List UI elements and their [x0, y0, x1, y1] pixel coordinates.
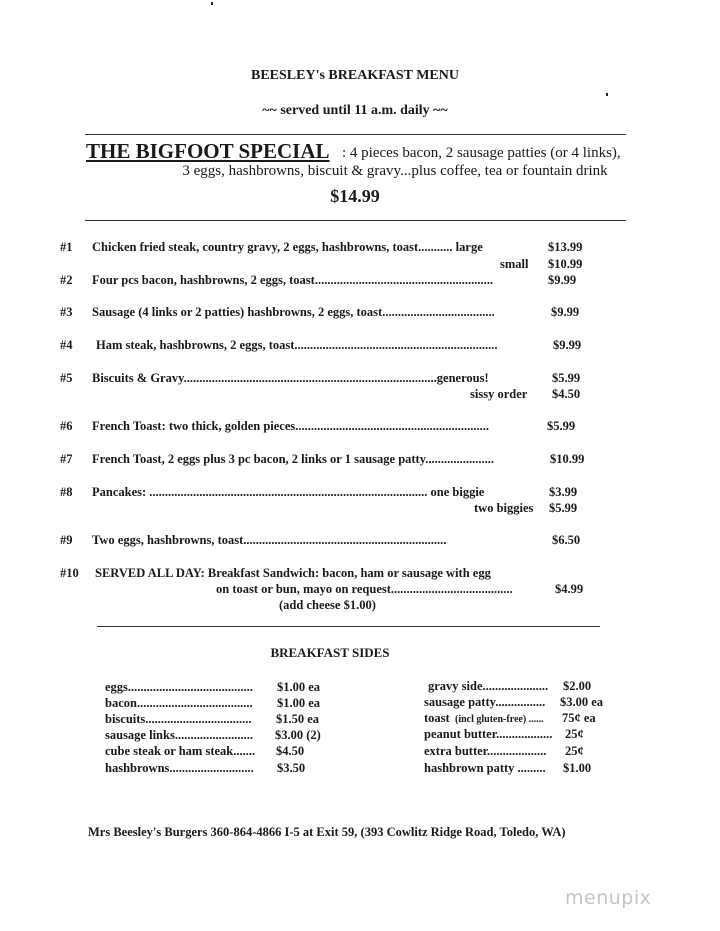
item-price: $10.99: [550, 452, 585, 466]
special-desc-line1: : 4 pieces bacon, 2 sausage patties (or 4 links),: [342, 145, 621, 161]
side-label: toast: [424, 711, 450, 725]
item-price: $9.99: [548, 273, 577, 287]
item-price: $4.99: [555, 582, 584, 596]
side-price: $3.00 (2): [275, 728, 321, 742]
watermark-logo: menupix: [565, 887, 652, 909]
item-desc-line2: on toast or bun, mayo on request.......................................: [216, 582, 513, 596]
side-label: bacon.....................................: [105, 696, 253, 710]
item-note: (add cheese $1.00): [279, 598, 376, 612]
item-price-small: $10.99: [548, 257, 583, 271]
side-price: $1.00 ea: [277, 680, 321, 694]
special-price: $14.99: [330, 186, 380, 206]
item-desc: Two eggs, hashbrowns, toast.................................................................: [92, 533, 447, 547]
item-size: two biggies: [474, 501, 534, 515]
speck-mark: [606, 93, 608, 96]
side-price: $1.00: [563, 761, 592, 775]
item-price: $6.50: [552, 533, 581, 547]
sides-heading: BREAKFAST SIDES: [270, 645, 390, 660]
side-price: 25¢: [565, 727, 584, 741]
item-desc: Biscuits & Gravy.................................................................................generous!: [92, 371, 489, 385]
side-price: 25¢: [565, 744, 584, 758]
divider: [97, 626, 600, 627]
item-price: $5.99: [552, 371, 581, 385]
side-label: peanut butter..................: [424, 727, 553, 741]
item-number: #7: [60, 452, 73, 466]
item-number: #9: [60, 533, 73, 547]
side-price: $4.50: [276, 744, 305, 758]
special-desc-line2: 3 eggs, hashbrowns, biscuit & gravy...plus coffee, tea or fountain drink: [182, 163, 608, 179]
item-number: #3: [60, 305, 73, 319]
item-price: $13.99: [548, 240, 583, 254]
side-note: (incl gluten-free) ......: [455, 714, 544, 725]
side-price: $1.50 ea: [276, 712, 320, 726]
item-desc: Ham steak, hashbrowns, 2 eggs, toast.................................................................: [96, 338, 498, 352]
side-price: $1.00 ea: [277, 696, 321, 710]
item-number: #1: [60, 240, 73, 254]
item-price: $9.99: [553, 338, 582, 352]
item-desc: French Toast, 2 eggs plus 3 pc bacon, 2 links or 1 sausage patty......................: [92, 452, 495, 466]
side-label: eggs........................................: [105, 680, 253, 694]
side-price: $2.00: [563, 679, 592, 693]
item-number: #4: [60, 338, 73, 352]
item-desc: Sausage (4 links or 2 patties) hashbrowns, 2 eggs, toast....................................: [92, 305, 495, 319]
item-desc: French Toast: two thick, golden pieces..............................................................: [92, 419, 489, 433]
side-label: sausage links.........................: [105, 728, 253, 742]
menu-title: BEESLEY's BREAKFAST MENU: [251, 68, 459, 83]
side-price: $3.00 ea: [560, 695, 604, 709]
side-price: $3.50: [277, 761, 306, 775]
item-number: #8: [60, 485, 73, 499]
item-number: #10: [60, 566, 79, 580]
footer-contact: Mrs Beesley's Burgers 360-864-4866 I-5 at Exit 59, (393 Cowlitz Ridge Road, Toledo, WA): [88, 825, 566, 839]
item-price: $9.99: [551, 305, 580, 319]
item-number: #2: [60, 273, 73, 287]
item-price: $3.99: [549, 485, 578, 499]
item-size: small: [500, 257, 529, 271]
speck-mark: [211, 2, 213, 5]
item-size: sissy order: [470, 387, 528, 401]
divider: [85, 220, 626, 221]
item-price-small: $5.99: [549, 501, 578, 515]
item-desc: Four pcs bacon, hashbrowns, 2 eggs, toast.........................................................: [92, 273, 493, 287]
side-label: cube steak or ham steak.......: [105, 744, 256, 758]
item-number: #5: [60, 371, 73, 385]
side-label: hashbrowns...........................: [105, 761, 254, 775]
side-label: sausage patty................: [424, 695, 546, 709]
side-price: 75¢ ea: [562, 711, 596, 725]
side-label: gravy side.....................: [428, 679, 549, 693]
side-label: extra butter...................: [424, 744, 547, 758]
item-desc: Pancakes: ......................................................................................... one biggie: [92, 485, 485, 499]
item-number: #6: [60, 419, 73, 433]
item-desc: Chicken fried steak, country gravy, 2 eggs, hashbrowns, toast........... large: [92, 240, 483, 254]
item-price-small: $4.50: [552, 387, 581, 401]
side-label: biscuits..................................: [105, 712, 252, 726]
item-price: $5.99: [547, 419, 576, 433]
item-desc: SERVED ALL DAY: Breakfast Sandwich: bacon, ham or sausage with egg: [95, 566, 491, 580]
divider: [85, 134, 626, 135]
special-name: THE BIGFOOT SPECIAL: [86, 139, 330, 163]
served-until: ~~ served until 11 a.m. daily ~~: [262, 103, 448, 118]
side-label: hashbrown patty .........: [424, 761, 546, 775]
